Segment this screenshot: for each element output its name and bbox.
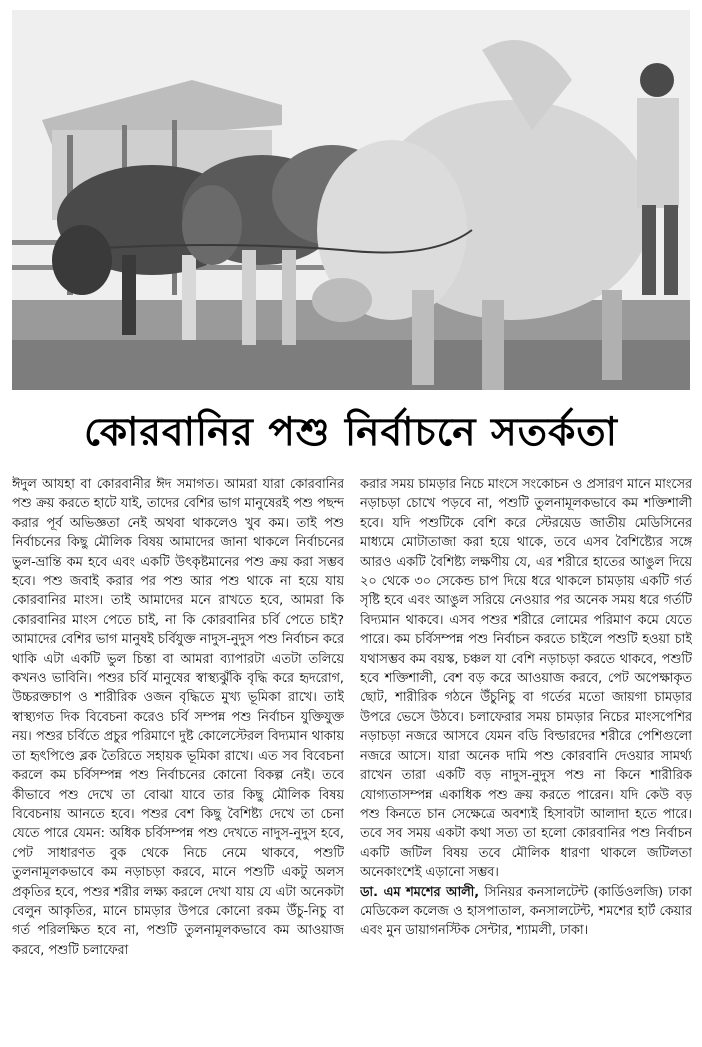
article-column-right (360, 475, 692, 1035)
headline: কোরবানির পশু নির্বাচনে সতর্কতা (84, 409, 618, 455)
article-text-left: ঈদুল আযহা বা কোরবানীর ঈদ সমাগত। আমরা যারা কোরবানির পশু ক্রয় করতে হাটে যাই, তাদের বেশির ভাগ মানুষেরই পশু পছন্দ করার পূর্ব অভিজ্ঞতা নেই অথবা থাকলেও খুব কম। তাই পশু নির্বাচনের কিছু মৌলিক বিষয় আমাদের জানা থাকলে নির্বাচনের ভুল-ভ্রান্তি কম হবে এবং একটি উৎকৃষ্টমানের পশু ক্রয় করা সম্ভব হবে। পশু জবাই করার পর পশু আর পশু থাকে না হয়ে যায় কোরবানির মাংস। তাই আমাদের মনে রাখতে হবে, আমরা কি কোরবানির মাংস পেতে চাই, না কি কোরবানির চর্বি পেতে চাই? আমাদের বেশির ভাগ মানুষই চর্বিযুক্ত নাদুস-নুদুস পশু নির্বাচন করে থাকি এটা একটি ভুল চিন্তা বা আমরা ব্যাপারটা এতটা তলিয়ে কখনও ভাবিনি। পশুর চর্বি মানুষের স্বাস্থ্যঝুঁকি বৃদ্ধি করে হৃদরোগ, উচ্চরক্তচাপ ও শারীরিক ওজন বৃদ্ধিতে মুখ্য ভূমিকা রাখে। তাই স্বাস্থ্যগত দিক বিবেচনা করেও চর্বি সম্পন্ন পশু নির্বাচন যুক্তিযুক্ত নয়। পশুর চর্বিতে প্রচুর পরিমাণে দুষ্ট কোলেস্টেরল বিদ্যমান থাকায় তা হৃৎপিণ্ডে ব্লক তৈরিতে সহায়ক ভূমিকা রাখে। এত সব বিবেচনা করলে কম চর্বিসম্পন্ন পশু নির্বাচনের কোনো বিকল্প নেই। তবে কীভাবে পশু দেখে তা বোঝা যাবে তার কিছু মৌলিক বিষয় বিবেচনায় আনতে হবে। পশুর বেশ কিছু বৈশিষ্ট্য দেখে তা চেনা যেতে পারে যেমন: অধিক চর্বিসম্পন্ন পশু দেখতে নাদুস-নুদুস হবে, পেট সাধারণত বুক থেকে নিচে নেমে থাকবে, পশুটি তুলনামূলকভাবে কম নড়াচড়া করবে, মানে পশুটি একটু অলস প্রকৃতির হবে, পশুর শরীর লক্ষ্য করলে দেখা যায় যে এটা অনেকটা বেলুন আকৃতির, মানে চামড়ার উপরে কোনো রকম উঁচু-নিচু বা গর্ত পরিলক্ষিত হবে না, পশুটি তুলনামূলকভাবে কম আওয়াজ করবে, পশুটি চলাফেরা (12, 477, 344, 958)
author-details: সিনিয়র কনসালটেন্ট (কার্ডিওলজি) ঢাকা মেডিকেল কলেজ ও হাসপাতাল, কনসালটেন্ট, শমশের হার্ট কেয়ার এবং মুন ডায়াগনস্টিক সেন্টার, শ্যামলী, ঢাকা। (360, 884, 692, 939)
author-name: ডা. এম শমশের আলী, (360, 884, 480, 900)
cattle-photo (12, 10, 690, 390)
article-column-left (12, 475, 344, 1035)
article-text-right: করার সময় চামড়ার নিচে মাংসে সংকোচন ও প্রসারণ মানে মাংসের নড়াচড়া চোখে পড়বে না, পশুটি তুলনামূলকভাবে কম শক্তিশালী হবে। যদি পশুটিকে বেশি করে স্টেরয়েড জাতীয় মেডিসিনের মাধ্যমে মোটাতাজা করা হয়ে থাকে, তবে এসব বৈশিষ্ট্যের সঙ্গে আরও একটি বৈশিষ্ট্য লক্ষণীয় যে, এর শরীরে হাতের আঙুল দিয়ে ২০ থেকে ৩০ সেকেন্ড চাপ দিয়ে ধরে থাকলে চামড়ায় একটি গর্ত সৃষ্টি হবে এবং আঙুল সরিয়ে নেওয়ার পর অনেক সময় ধরে গর্তটি বিদ্যমান থাকবে। এসব পশুর শরীরে লোমের পরিমাণ কমে যেতে পারে। কম চর্বিসম্পন্ন পশু নির্বাচন করতে চাইলে পশুটি হওয়া চাই যথাসম্ভব কম বয়স্ক, চঞ্চল যা বেশি নড়াচড়া করতে থাকবে, পশুটি হবে শক্তিশালী, বেশ বড় করে আওয়াজ করবে, পেট অপেক্ষাকৃত ছোট, শারীরিক গঠনে উঁচুনিচু বা গর্তের মতো জায়গা চামড়ার উপরে ভেসে উঠবে। চলাফেরার সময় চামড়ার নিচের মাংসপেশির নড়াচড়া নজরে আসবে যেমন বডি বিল্ডারদের শরীরে পেশিগুলো নজরে আসে। যারা অনেক দামি পশু কোরবানি দেওয়ার সামর্থ্য রাখেন তারা একটি বড় নাদুস-নুদুস পশু না কিনে শারীরিক যোগ্যতাসম্পন্ন একাধিক পশু ক্রয় করতে পারেন। যদি কেউ বড় পশু কিনতে চান সেক্ষেত্রে অবশ্যই হিসাবটা আলাদা হতে পারে। তবে সব সময় একটা কথা সত্য তা হলো কোরবানির পশু নির্বাচন একটি জটিল বিষয় তবে মৌলিক ধারণা থাকলে জটিলতা অনেকাংশেই এড়ানো সম্ভব। (360, 477, 692, 881)
author-credit (360, 883, 692, 941)
cattle-photo-icon (12, 10, 690, 390)
